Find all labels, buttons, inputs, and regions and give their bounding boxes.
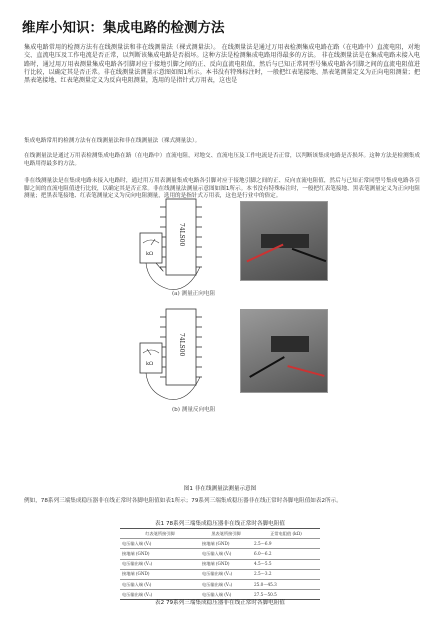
table-cell: 27.5～50.5 — [252, 590, 320, 600]
table2-title: 表2 79系列三端集成稳压器非在线正常时各脚电阻值 — [155, 600, 285, 606]
figure-caption: 图1 非在线测量法测量示意图 — [183, 486, 257, 492]
table-cell: 接地端 (GND) — [200, 539, 252, 549]
paragraph-methods: 集成电路常用的检测方法有在线测量法和非在线测量法（裸式测量法）。 — [24, 138, 201, 144]
table1 — [120, 528, 320, 600]
chip-label-b: 74LS00 — [178, 333, 185, 357]
paragraph-online-method: 在线测量法是通过万用表检测集成电路在路（在电路中）直流电阻，对地交、直流电压及工作电流是否正常，以判断该集成电路是否损坏。这种方法是检测集成电路用得最多的方法。 — [24, 153, 420, 167]
table-cell: 接地端 (GND) — [120, 569, 200, 579]
page-title: 维库小知识：集成电路的检测方法 — [22, 20, 225, 36]
table1-title: 表1 78系列三端集成稳压器非在线正常时各脚电阻值 — [155, 521, 285, 527]
table-row — [120, 549, 320, 559]
table-cell: 电压输入端 (Vᵢ) — [120, 539, 200, 549]
diagram-forward-resistance — [138, 193, 238, 301]
meter-label-b: kΩ — [146, 361, 154, 367]
diagram-reverse-resistance — [138, 303, 238, 411]
table-row — [120, 559, 320, 569]
table-cell: 电压输出端 (Vₒ) — [120, 590, 200, 600]
table-cell: 6.0～6.2 — [252, 549, 320, 559]
table-cell: 接地端 (GND) — [200, 559, 252, 569]
table-cell: 接地端 (GND) — [120, 549, 200, 559]
table-header-cell: 红表笔所接引脚 — [120, 529, 200, 539]
table-cell: 电压输入端 (Vᵢ) — [200, 549, 252, 559]
table-cell: 2.5～6.9 — [252, 539, 320, 549]
table-cell: 2.5～3.2 — [252, 569, 320, 579]
table-row — [120, 569, 320, 579]
table-header-cell: 黑表笔所接引脚 — [200, 529, 252, 539]
paragraph-example: 例如，78系列三端集成稳压器非在线正常时各脚电阻值如表1所示；79系列三端集成稳压器非在线正常时各脚电阻值如表2所示。 — [24, 498, 342, 504]
caption-a: (a) 测量正向电阻 — [172, 291, 216, 297]
photo-reverse-resistance — [240, 309, 328, 393]
table-cell: 4.5～5.5 — [252, 559, 320, 569]
table-header-row — [120, 529, 320, 539]
table-cell: 电压输出端 (Vₒ) — [120, 559, 200, 569]
table-row — [120, 539, 320, 549]
chip-label-a: 74LS00 — [178, 223, 185, 247]
figure-1 — [138, 193, 328, 482]
table-row — [120, 579, 320, 589]
paragraph-offline-method: 非在线测量法是在集成电路未接入电路时，通过用万用表测量集成电路各引脚对应于接地引脚之间的正、反向直流电阻值，然后与已知正常同型号集成电路各引脚之间的直流电阻值进行比较，以确定其是否正常。非在线测量法测量示意图如图1所示。本书没有特殊标注时，一般把红表笔接地、黑表笔测量定义为正向电阻测量；把黑表笔接地、红表笔测量定义为反向电阻测量，选用的是指针式万用表，这也是行业中的俗定。 — [24, 178, 420, 200]
table-cell: 电压输入端 (Vᵢ) — [200, 590, 252, 600]
photo-forward-resistance — [240, 201, 328, 281]
table-cell: 电压输出端 (Vₒ) — [200, 579, 252, 589]
meter-label-a: kΩ — [146, 251, 154, 257]
table-header-cell: 正常电阻值 (kΩ) — [252, 529, 320, 539]
intro-paragraph: 集成电路常用的检测方法有在线测量法和非在线测量法（裸式测量法）。 在线测量法是通过万用表检测集成电路在路（在电路中）直流电阻，对地交、直流电压及工作电流是否正常，以判断该集成电路是否损坏。这种方法是检测集成电路用得最多的方法。 非在线测量法是在集成电路未接入电路时，通过用万用表测量集成电路各引脚对应于接地引脚之间的正、反向直流电阻值，然后与已知正常同型号集成电路各引脚之间的直流电阻值进行比较，以确定其是否正常。非在线测量法测量示意图如图1所示。本书没有特殊标注时，一般把红表笔接地、黑表笔测量定义为正向电阻测量；把黑表笔接地、红表笔测量定义为反向电阻测量，选用的是指针式万用表，这也是 — [24, 44, 420, 85]
table-cell: 电压输入端 (Vᵢ) — [120, 579, 200, 589]
table-cell: 电压输出端 (Vₒ) — [200, 569, 252, 579]
caption-b: (b) 测量反向电阻 — [172, 407, 216, 413]
table-cell: 25.0～45.3 — [252, 579, 320, 589]
